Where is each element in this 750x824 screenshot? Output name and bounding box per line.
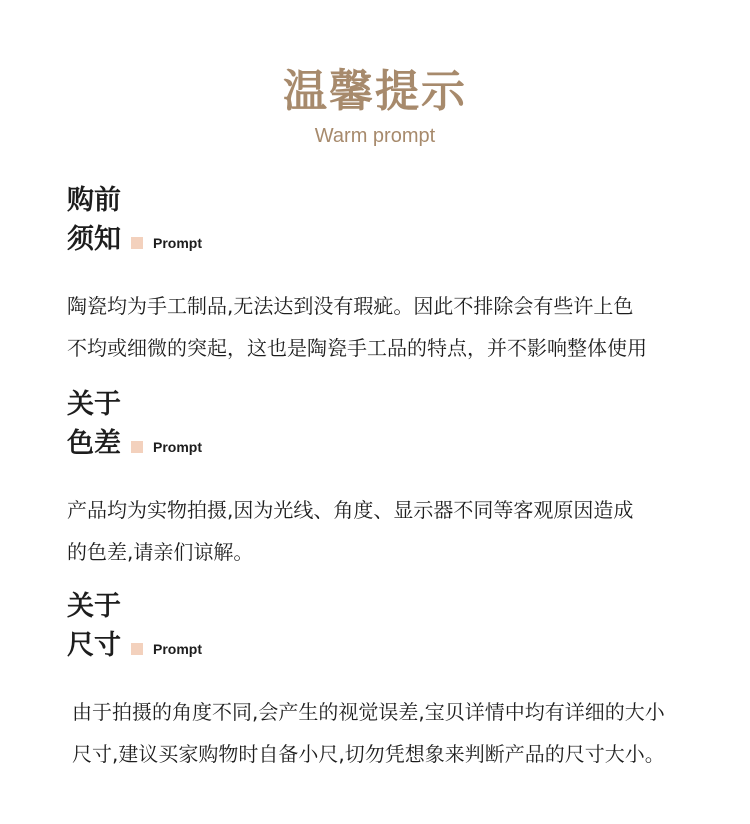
section-body: [67, 489, 727, 573]
body-line-2: 尺寸,建议买家购物时自备小尺,切勿凭想象来判断产品的尺寸大小。: [72, 742, 665, 766]
section-color-difference: [67, 387, 727, 573]
prompt-tag: Prompt: [153, 641, 202, 657]
square-marker-icon: [131, 441, 143, 453]
heading-line-1: 购前: [67, 185, 121, 216]
body-line-1: 陶瓷均为手工制品,无法达到没有瑕疵。因此不排除会有些许上色: [67, 294, 634, 318]
body-line-2: 的色差,请亲们谅解。: [67, 540, 254, 564]
page-title: 温馨提示: [283, 66, 467, 117]
prompt-tag: Prompt: [153, 235, 202, 251]
section-heading: [67, 589, 727, 667]
prompt-tag: Prompt: [153, 439, 202, 455]
body-line-1: 由于拍摄的角度不同,会产生的视觉误差,宝贝详情中均有详细的大小: [72, 700, 665, 724]
square-marker-icon: [131, 237, 143, 249]
body-line-2: 不均或细微的突起，这也是陶瓷手工品的特点，并不影响整体使用: [67, 336, 647, 360]
page-header: [0, 62, 750, 148]
heading-line-2: 须知: [67, 224, 121, 255]
heading-line-2: 尺寸: [67, 630, 121, 661]
page-subtitle: Warm prompt: [314, 125, 436, 147]
section-body: [67, 285, 727, 369]
section-body: [72, 691, 727, 775]
section-heading: [67, 387, 727, 465]
heading-line-1: 关于: [67, 389, 121, 420]
section-size: [67, 589, 727, 775]
heading-line-1: 关于: [67, 591, 121, 622]
body-line-1: 产品均为实物拍摄,因为光线、角度、显示器不同等客观原因造成: [67, 498, 634, 522]
square-marker-icon: [131, 643, 143, 655]
heading-line-2: 色差: [67, 428, 121, 459]
section-before-purchase: [67, 183, 727, 369]
section-heading: [67, 183, 727, 261]
